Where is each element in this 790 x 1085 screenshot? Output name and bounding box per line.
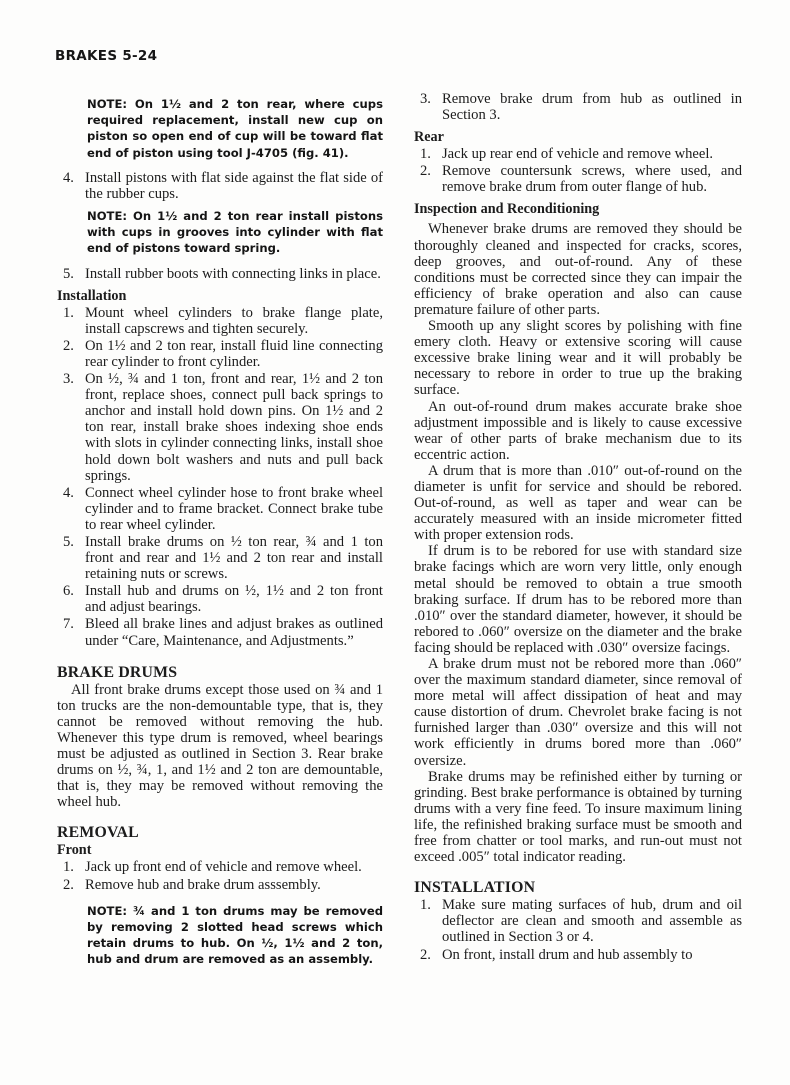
removal-heading: REMOVAL	[57, 824, 139, 842]
step-number: 7.	[63, 616, 74, 633]
list-item	[57, 859, 383, 875]
step-number: 4.	[63, 484, 74, 501]
step-number: 2.	[63, 876, 74, 893]
step-number: 6.	[63, 583, 74, 600]
disassembly-steps-a	[57, 170, 383, 202]
rear-subheading: Rear	[414, 129, 444, 146]
step-number: 3.	[420, 91, 431, 107]
left-column	[57, 96, 383, 967]
inspection-subheading: Inspection and Reconditioning	[414, 201, 600, 218]
step-text: On ½, ¾ and 1 ton, front and rear, 1½ and 2 ton front, replace shoes, connect pull back springs to anchor and install hold down pins. On 1½ and 2 ton rear, install brake shoes indexing shoe ends with slots in cylinder connecting links, install shoe hold down bolt washers and nuts and pull back springs.	[85, 371, 383, 484]
step-text: Connect wheel cylinder hose to front brake wheel cylinder and to frame bracket. Connect brake tube to rear wheel cylinder.	[85, 484, 383, 533]
step-text: On front, install drum and hub assembly to	[442, 946, 693, 963]
step-number: 5.	[63, 265, 74, 282]
step-number: 1.	[63, 859, 74, 876]
step-text: Remove hub and brake drum asssembly.	[85, 876, 321, 893]
step-text: Remove countersunk screws, where used, and remove brake drum from outer flange of hub.	[442, 163, 742, 196]
list-item	[414, 146, 742, 162]
installation-heading: INSTALLATION	[414, 879, 536, 897]
step-number: 2.	[63, 337, 74, 354]
step-number: 5.	[63, 534, 74, 551]
list-item	[57, 170, 383, 202]
step-text: Install rubber boots with connecting links in place.	[85, 265, 381, 282]
list-item	[414, 91, 742, 123]
disassembly-steps-b	[57, 266, 383, 282]
list-item	[57, 305, 383, 337]
step-text: Remove brake drum from hub as outlined in Section 3.	[442, 91, 742, 124]
list-item	[414, 947, 742, 963]
step-text: Install pistons with flat side against the flat side of the rubber cups.	[85, 169, 383, 202]
step-number: 1.	[420, 897, 431, 914]
step-number: 3.	[63, 371, 74, 388]
brake-drums-heading: BRAKE DRUMS	[57, 663, 178, 681]
list-item	[57, 371, 383, 484]
right-column	[414, 91, 742, 964]
inspection-paragraph: Whenever brake drums are removed they should be thoroughly cleaned and inspected for cracks, scores, deep grooves, and out-of-round. Any of these conditions must be corrected since they can impair the efficiency of brake operation and also can cause premature failure of other parts.	[414, 221, 742, 318]
step-text: Make sure mating surfaces of hub, drum and oil deflector are clean and smooth and assemble as outlined in Section 3 or 4.	[442, 897, 742, 946]
step-number: 1.	[63, 304, 74, 321]
note-piston-install: NOTE: On 1½ and 2 ton rear install pistons with cups in grooves into cylinder with flat end of pistons toward spring.	[87, 209, 383, 256]
step-text: Jack up rear end of vehicle and remove wheel.	[442, 146, 714, 163]
front-subheading: Front	[57, 842, 92, 859]
step-text: Bleed all brake lines and adjust brakes as outlined under “Care, Maintenance, and Adjustments.”	[85, 616, 383, 649]
list-item	[57, 583, 383, 615]
note-drum-removal: NOTE: ¾ and 1 ton drums may be removed by removing 2 slotted head screws which retain drums to hub. On ½, 1½ and 2 ton, hub and drum are removed as an assembly.	[87, 903, 383, 967]
inspection-paragraph: An out-of-round drum makes accurate brake shoe adjustment impossible and is likely to cause excessive wear of other parts of brake mechanism due to its eccentric action.	[414, 398, 742, 463]
note-cup-replacement: NOTE: On 1½ and 2 ton rear, where cups required replacement, install new cup on piston so open end of cup will be toward flat end of piston using tool J-4705 (fig. 41).	[87, 97, 383, 160]
step-number: 2.	[420, 946, 431, 963]
inspection-paragraph: Brake drums may be refinished either by turning or grinding. Best brake performance is obtained by turning drums with a very fine feed. To insure maximum lining life, the refinished braking surface must be smooth and free from chatter or tool marks, and run-out must not exceed .005″ total indicator reading.	[414, 768, 742, 866]
list-item	[57, 877, 383, 893]
step-number: 4.	[63, 169, 74, 186]
list-item	[57, 338, 383, 370]
list-item	[57, 534, 383, 582]
step-number: 2.	[420, 163, 431, 180]
page-header: BRAKES 5-24	[55, 48, 158, 64]
list-item	[414, 163, 742, 195]
step-number: 1.	[420, 146, 431, 163]
inspection-paragraph: Smooth up any slight scores by polishing with fine emery cloth. Heavy or extensive scoring will cause excessive brake lining wear and it will probably be necessary to rebore in order to true up the braking surface.	[414, 318, 742, 399]
inspection-paragraph: If drum is to be rebored for use with standard size brake facings which are worn very little, only enough metal should be removed to obtain a true smooth braking surface. If drum has to be rebored more than .010″ over the standard diameter, however, it should be rebored to .060″ oversize on the diameter and the brake facing should be replaced with .030″ oversize facings.	[414, 543, 742, 656]
installation-steps	[57, 305, 383, 649]
step-text: Install brake drums on ½ ton rear, ¾ and 1 ton front and rear and 1½ and 2 ton rear and install retaining nuts or screws.	[85, 534, 383, 583]
step-text: Jack up front end of vehicle and remove wheel.	[85, 859, 362, 876]
list-item	[57, 266, 383, 282]
drum-installation-steps	[414, 897, 742, 962]
brake-drums-paragraph: All front brake drums except those used on ¾ and 1 ton trucks are the non-demountable type, that is, they cannot be removed without removing the hub. Whenever this type drum is removed, wheel bearings must be adjusted as outlined in Section 3. Rear brake drums on ½, ¾, 1, and 1½ and 2 ton are demountable, that is, they may be removed without removing the wheel hub.	[57, 681, 383, 811]
list-item	[57, 616, 383, 648]
list-item	[414, 897, 742, 945]
step-text: Mount wheel cylinders to brake flange plate, install capscrews and tighten securely.	[85, 304, 383, 337]
front-removal-steps-continued	[414, 91, 742, 123]
step-text: On 1½ and 2 ton rear, install fluid line connecting rear cylinder to front cylinder.	[85, 337, 383, 370]
inspection-paragraph: A brake drum must not be rebored more than .060″ over the maximum standard diameter, since removal of more metal will affect dissipation of heat and may cause distortion of drum. Chevrolet brake facing is not furnished larger than .030″ oversize and this will not work efficiently in drums bored more than .060″ oversize.	[414, 656, 742, 769]
step-text: Install hub and drums on ½, 1½ and 2 ton front and adjust bearings.	[85, 583, 383, 616]
installation-subheading: Installation	[57, 287, 127, 304]
front-removal-steps	[57, 859, 383, 892]
rear-removal-steps	[414, 146, 742, 195]
list-item	[57, 485, 383, 533]
inspection-paragraph: A drum that is more than .010″ out-of-round on the diameter is unfit for service and should be rebored. Out-of-round, as well as taper and wear can be accurately measured with an inside micrometer fitted with proper extension rods.	[414, 462, 742, 544]
